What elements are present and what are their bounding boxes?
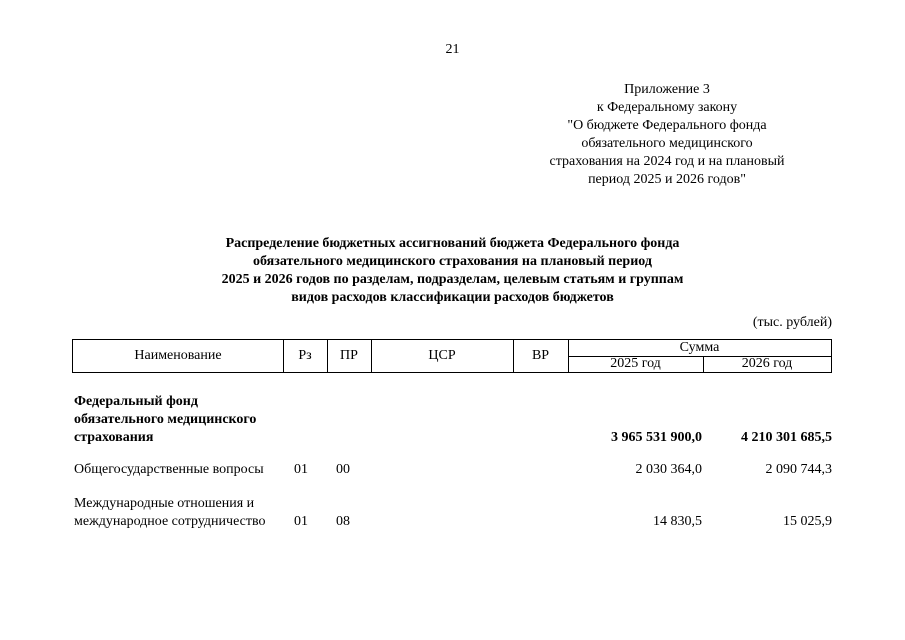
header-name: Наименование [134,348,222,363]
row-pr: 08 [336,514,350,529]
row-value-2026: 15 025,9 [783,514,832,529]
header-year-2025: 2025 год [610,356,661,371]
row-value-2025: 2 030 364,0 [635,462,702,477]
appendix-line: обязательного медицинского [581,136,753,151]
row-rz: 01 [294,514,308,529]
appendix-line: период 2025 и 2026 годов" [588,172,746,187]
title-line: обязательного медицинского страхования на плановый период [253,254,652,269]
header-vr: ВР [531,348,550,363]
units-label: (тыс. рублей) [752,315,832,330]
appendix-line: страхования на 2024 год и на плановый [549,154,785,169]
row-value-2025: 3 965 531 900,0 [611,430,702,445]
row-rz: 01 [294,462,308,477]
title-line: 2025 и 2026 годов по разделам, подразделам, целевым статьям и группам [221,272,684,287]
row-name: Федеральный фонд обязательного медицинского страхования [74,394,257,445]
header-sum: Сумма [679,340,720,355]
row-value-2026: 4 210 301 685,5 [741,430,832,445]
page-number: 21 [445,42,460,57]
appendix-caption [545,81,789,189]
row-name: Общегосударственные вопросы [74,462,264,477]
header-pr: ПР [340,348,358,363]
row-value-2026: 2 090 744,3 [765,462,832,477]
appendix-line: к Федеральному закону [596,100,738,115]
header-rz: Рз [298,348,312,363]
header-year-2026: 2026 год [741,356,793,371]
row-name: Международные отношения и международное сотрудничество [74,496,266,529]
document-title [140,235,765,307]
row-pr: 00 [336,462,350,477]
title-line: видов расходов классификации расходов бюджетов [291,290,614,305]
appendix-line: "О бюджете Федерального фонда [567,118,767,133]
appendix-line: Приложение 3 [624,82,710,97]
row-value-2025: 14 830,5 [653,514,702,529]
header-csr: ЦСР [428,348,456,363]
title-line: Распределение бюджетных ассигнований бюджета Федерального фонда [225,236,680,251]
table-header [72,339,832,373]
